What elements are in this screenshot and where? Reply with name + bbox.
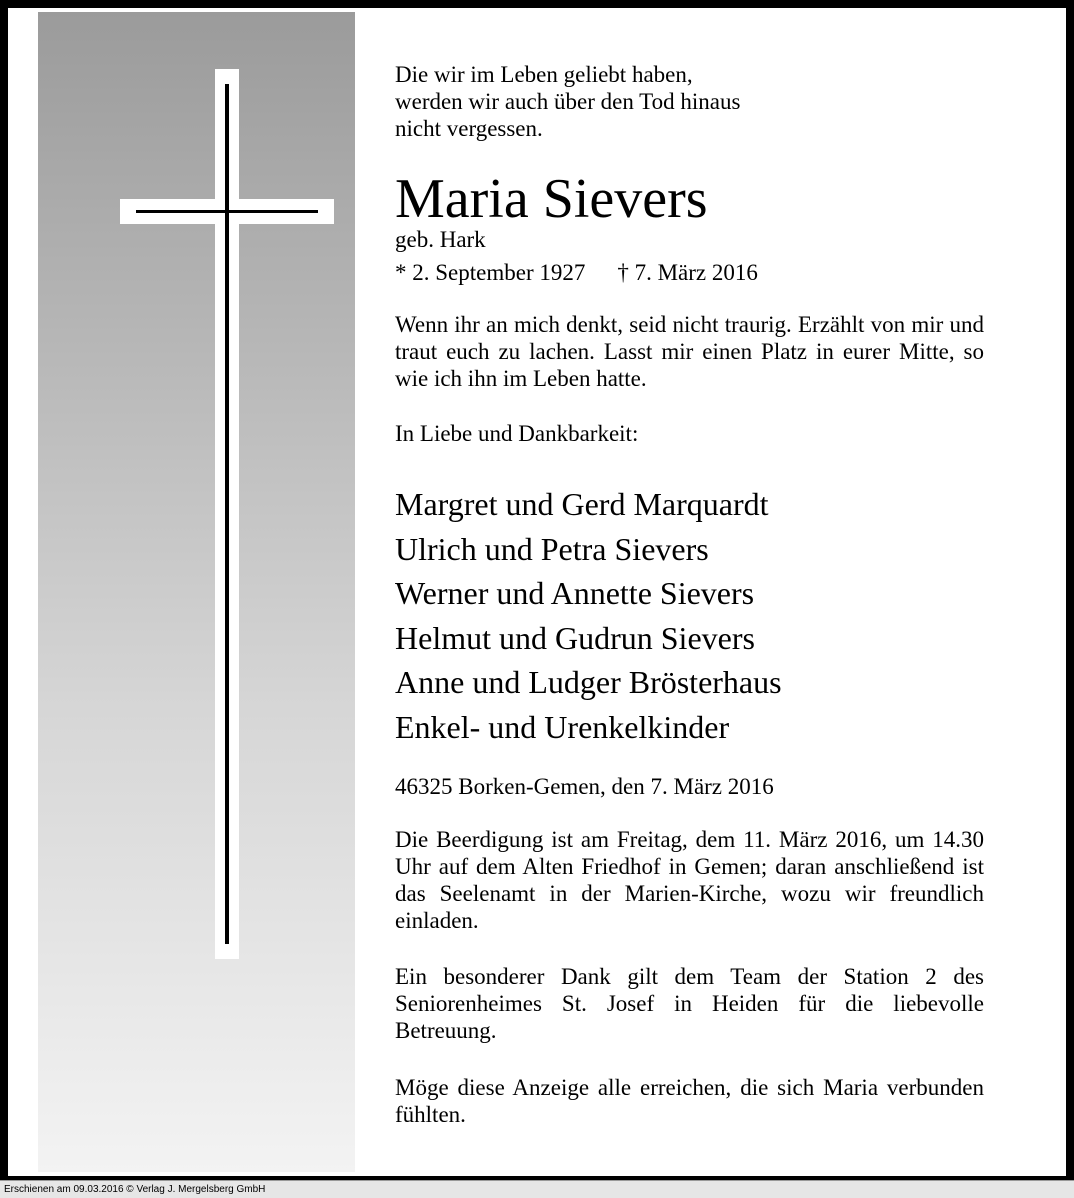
closing-line: In Liebe und Dankbarkeit: xyxy=(395,421,639,446)
mourner: Margret und Gerd Marquardt xyxy=(395,486,769,522)
birth-date: * 2. September 1927 xyxy=(395,260,586,285)
final-paragraph: Möge diese Anzeige alle erreichen, die sich Maria verbunden fühlten. xyxy=(395,1075,984,1127)
mourner: Enkel- und Urenkelkinder xyxy=(395,708,730,745)
sidebar-gradient xyxy=(38,12,355,1172)
place-date: 46325 Borken-Gemen, den 7. März 2016 xyxy=(395,774,774,799)
birth-name: geb. Hark xyxy=(395,227,486,252)
motto-line: nicht vergessen. xyxy=(395,116,543,141)
mourner: Werner und Annette Sievers xyxy=(395,575,755,611)
mourner: Helmut und Gudrun Sievers xyxy=(395,619,755,656)
life-dates xyxy=(395,259,758,286)
motto-line: Die wir im Leben geliebt haben, xyxy=(395,62,693,87)
funeral-paragraph: Die Beerdigung ist am Freitag, dem 11. März 2016, um 14.30 Uhr auf dem Alten Friedhof in Gemen; daran anschließend ist das Seelenamt in der Marien-Kirche, wozu wir freundlich einladen. xyxy=(395,827,984,933)
obituary-notice xyxy=(8,8,1066,1176)
mourner: Ulrich und Petra Sievers xyxy=(395,530,709,567)
publication-footer: Erschienen am 09.03.2016 © Verlag J. Mergelsberg GmbH xyxy=(0,1180,1074,1198)
motto-line: werden wir auch über den Tod hinaus xyxy=(395,89,741,114)
thanks-paragraph: Ein besonderer Dank gilt dem Team der Station 2 des Seniorenheimes St. Josef in Heiden für die liebevolle Betreuung. xyxy=(395,964,984,1043)
mourner: Anne und Ludger Brösterhaus xyxy=(395,664,782,700)
quote-paragraph: Wenn ihr an mich denkt, seid nicht traurig. Erzählt von mir und traut euch zu lachen. Lasst mir einen Platz in eurer Mitte, so wie ich ihn im Leben hatte. xyxy=(395,312,984,391)
mourners-list xyxy=(395,482,984,749)
deceased-name: Maria Sievers xyxy=(395,168,708,230)
motto xyxy=(395,61,984,142)
death-date: † 7. März 2016 xyxy=(617,260,758,285)
